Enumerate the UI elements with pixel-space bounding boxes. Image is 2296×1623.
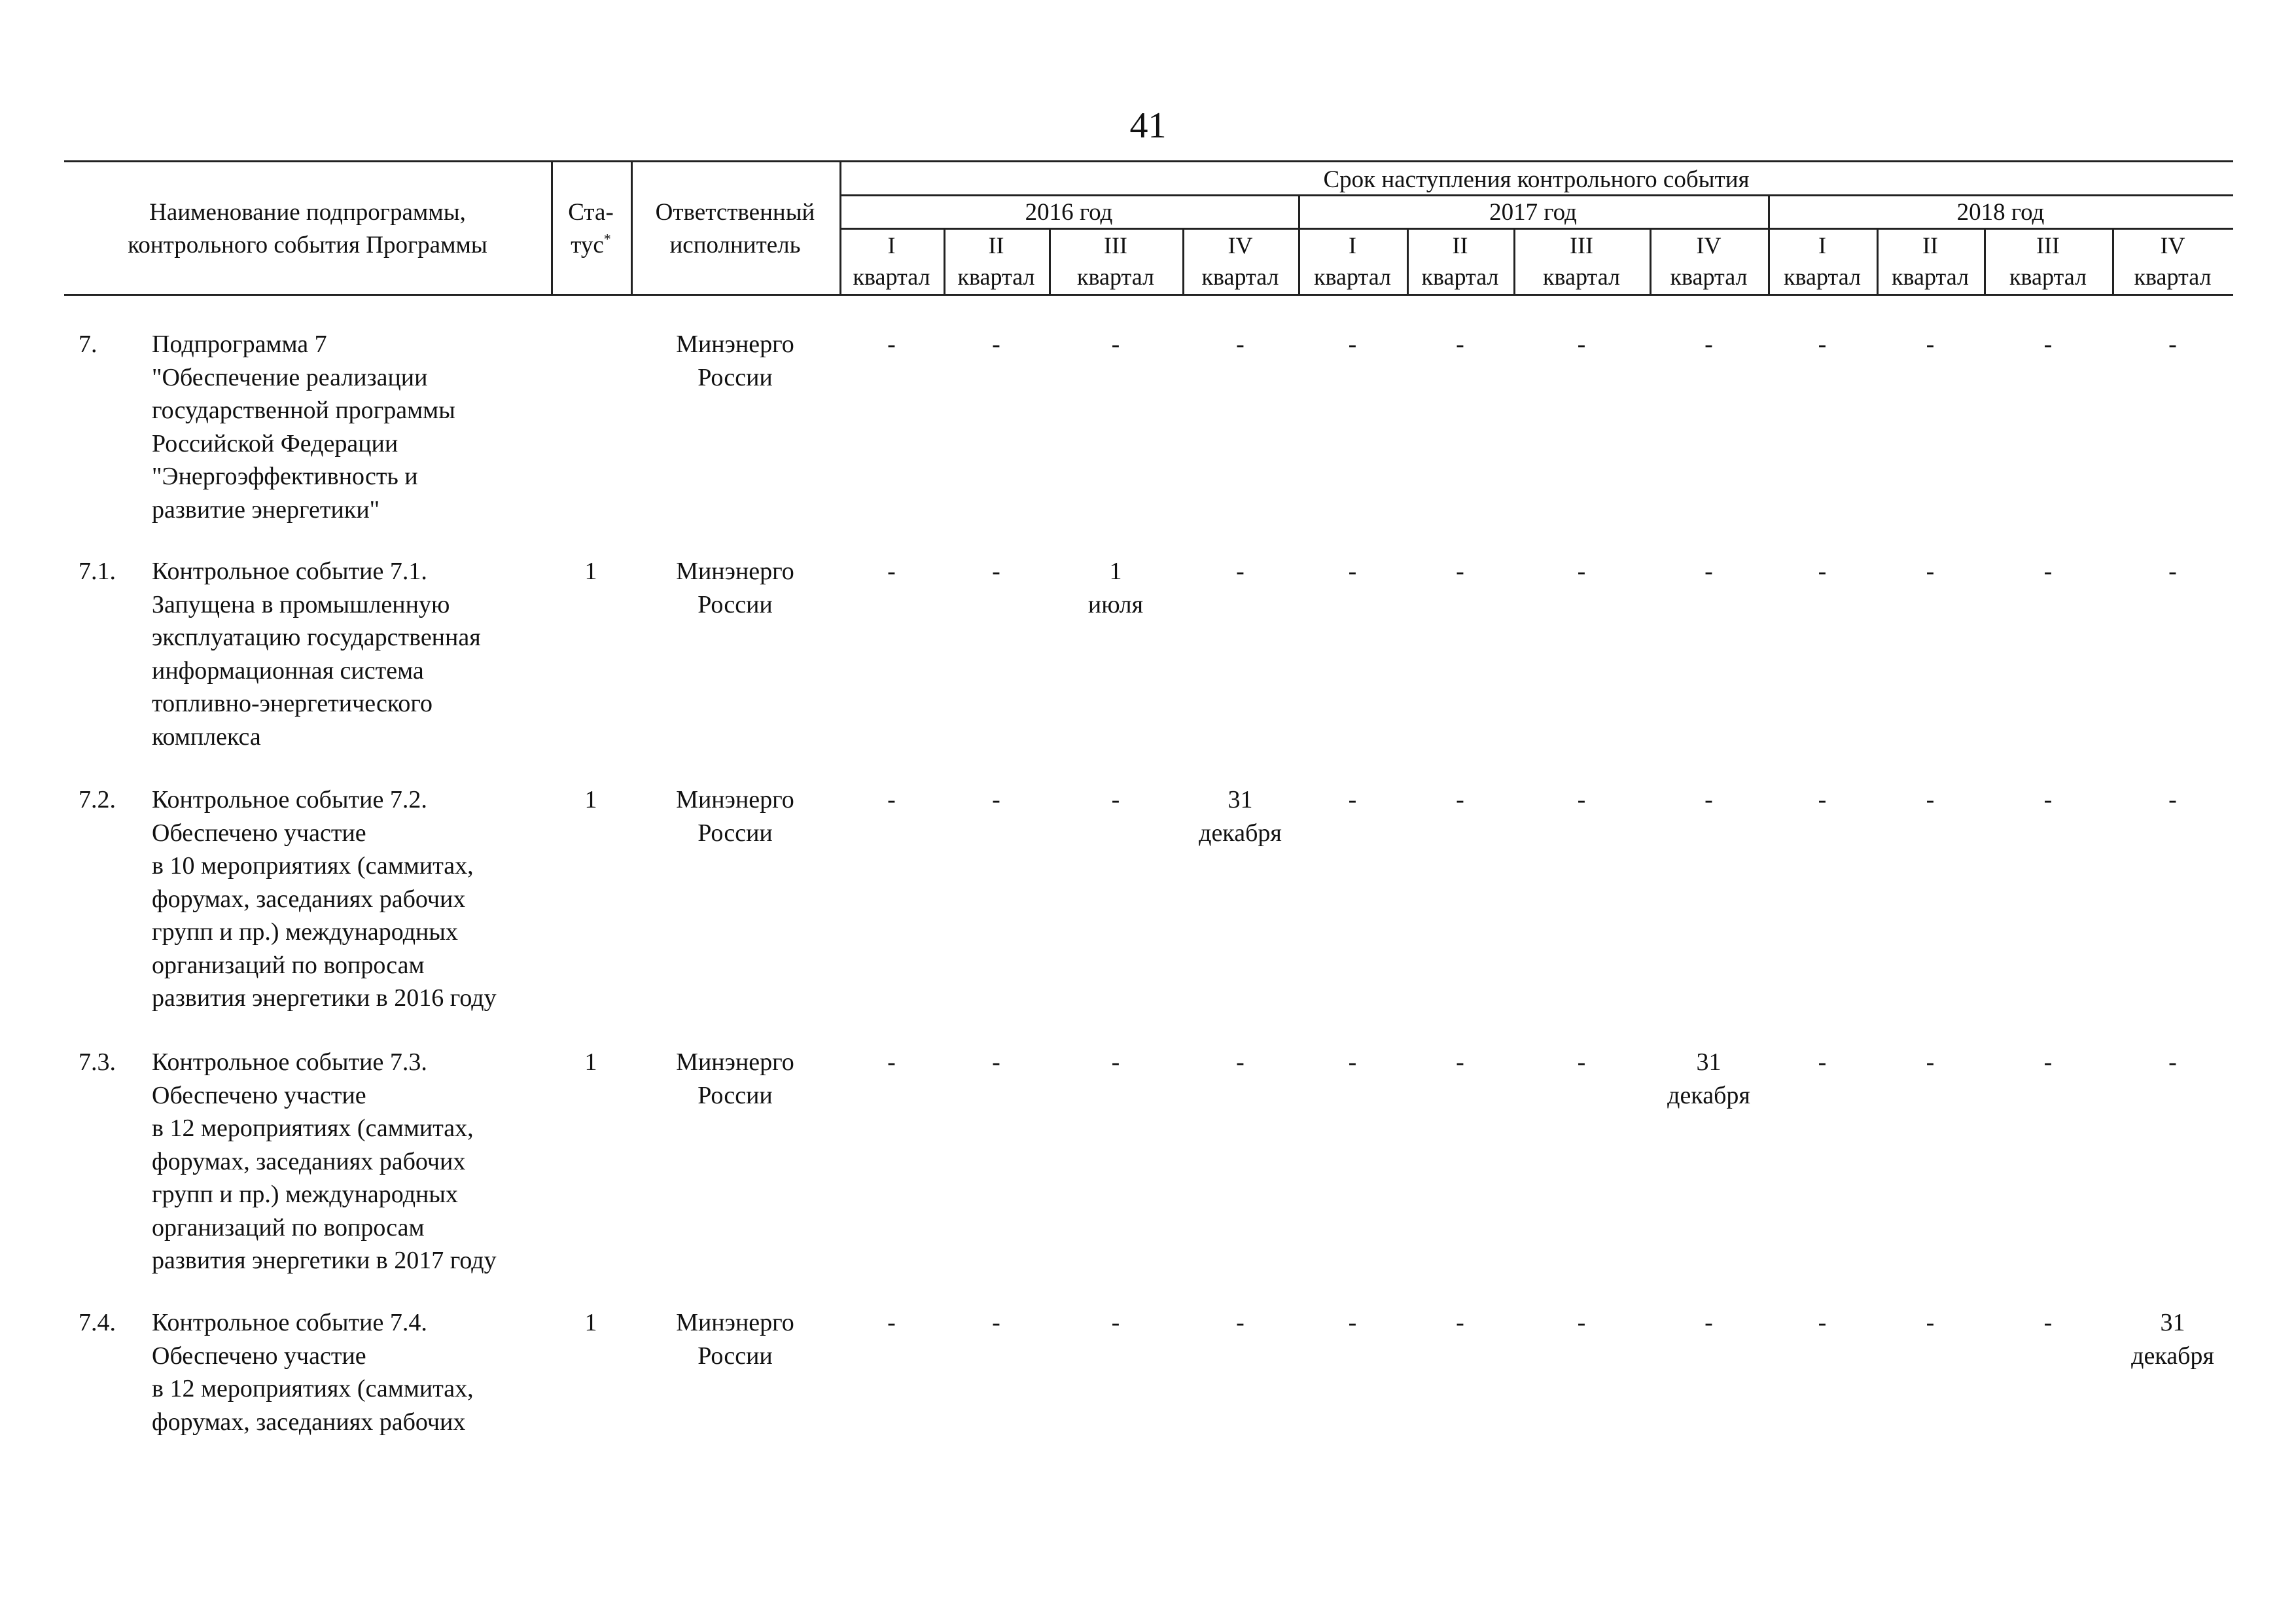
- row-name-line: развития энергетики в 2016 году: [152, 984, 497, 1012]
- quarter-header: [2112, 230, 2233, 293]
- quarter-word: квартал: [1784, 264, 1861, 290]
- header-bottom-rule: [64, 294, 2233, 296]
- row-name-line: Контрольное событие 7.4.: [152, 1309, 427, 1336]
- quarter-cell-line: июля: [1087, 590, 1144, 618]
- quarter-cell: [1650, 1306, 1768, 1340]
- quarter-word: квартал: [1543, 264, 1620, 290]
- quarter-numeral: I: [1818, 232, 1826, 259]
- quarter-cell-line: -: [1111, 1048, 1120, 1076]
- quarter-numeral: IV: [2160, 232, 2185, 259]
- quarter-header: [1298, 230, 1407, 293]
- quarter-cell: [1407, 1046, 1513, 1079]
- row-status: 1: [584, 1048, 597, 1076]
- row-name: [152, 1046, 497, 1277]
- row-name-line: Обеспечено участие: [152, 1342, 366, 1370]
- quarter-cell: [1877, 783, 1984, 817]
- quarter-cell-line: 31: [1696, 1048, 1722, 1076]
- quarter-header: [1407, 230, 1513, 293]
- quarter-cell: [1407, 328, 1513, 361]
- row-name-line: в 12 мероприятиях (саммитах,: [152, 1375, 474, 1402]
- quarter-cell-line: -: [887, 330, 896, 358]
- row-responsible-line: Минэнерго: [676, 330, 794, 358]
- quarter-cell-line: -: [992, 330, 1000, 358]
- quarter-cell: [1513, 1306, 1650, 1340]
- quarter-cell-line: -: [1348, 786, 1357, 813]
- quarter-cell: [944, 783, 1049, 817]
- quarter-cell: [1877, 1046, 1984, 1079]
- quarter-cell-line: декабря: [2131, 1342, 2214, 1370]
- quarter-cell: [1049, 1046, 1182, 1079]
- row-name-line: Контрольное событие 7.2.: [152, 786, 427, 813]
- quarter-cell: [1407, 555, 1513, 588]
- row-name-line: эксплуатацию государственная: [152, 624, 481, 651]
- year-header-2018: 2018 год: [1956, 199, 2045, 226]
- quarter-cell-line: -: [1577, 786, 1586, 813]
- quarter-cell: [1984, 1306, 2112, 1340]
- row-responsible: [631, 1306, 839, 1372]
- name-column-header: [64, 196, 551, 262]
- row-number: 7.3.: [79, 1048, 116, 1076]
- row-number: 7.1.: [79, 558, 116, 585]
- row-name-line: форумах, заседаниях рабочих: [152, 1408, 466, 1436]
- quarter-cell: [1182, 1306, 1298, 1340]
- quarter-word: квартал: [957, 264, 1035, 290]
- row-number: 7.2.: [79, 786, 116, 813]
- quarter-header: [1513, 230, 1650, 293]
- quarter-cell: [2112, 1046, 2233, 1079]
- table-top-rule: [64, 160, 2233, 162]
- quarter-cell: [1984, 783, 2112, 817]
- quarter-cell: [1182, 328, 1298, 361]
- row-name: [152, 783, 497, 1015]
- quarter-cell: [839, 555, 944, 588]
- quarter-cell: [1182, 783, 1298, 849]
- quarter-cell-line: -: [887, 558, 896, 585]
- quarter-cell: [1877, 1306, 1984, 1340]
- quarter-cell: [1650, 555, 1768, 588]
- row-name-line: форумах, заседаниях рабочих: [152, 1147, 466, 1175]
- quarter-cell-line: -: [1704, 1309, 1713, 1336]
- quarter-cell-line: -: [992, 558, 1000, 585]
- quarter-cell-line: -: [1236, 1048, 1245, 1076]
- quarter-cell: [1768, 328, 1877, 361]
- quarter-cell-line: -: [1111, 786, 1120, 813]
- quarter-cell-line: -: [2043, 558, 2053, 585]
- quarter-cell: [839, 1306, 944, 1340]
- quarter-cell: [1298, 555, 1407, 588]
- quarter-cell-line: -: [2043, 786, 2053, 813]
- quarter-cell-line: 31: [2160, 1309, 2185, 1336]
- row-responsible-line: Минэнерго: [676, 558, 794, 585]
- quarter-cell: [2112, 555, 2233, 588]
- quarter-header: [1182, 230, 1298, 293]
- row-responsible-line: Минэнерго: [676, 1309, 794, 1336]
- quarter-cell: [1049, 783, 1182, 817]
- row-responsible-line: Минэнерго: [676, 1048, 794, 1076]
- quarter-cell: [1984, 328, 2112, 361]
- quarter-cell-line: -: [1456, 1048, 1464, 1076]
- row-name-line: Запущена в промышленную: [152, 590, 450, 618]
- row-name-line: государственной программы: [152, 397, 455, 424]
- quarter-cell-line: 31: [1227, 786, 1253, 813]
- responsible-column-header: [631, 196, 839, 262]
- status-column-header: [551, 196, 631, 262]
- quarter-cell: [1650, 783, 1768, 817]
- quarter-header: [1049, 230, 1182, 293]
- quarter-word: квартал: [1077, 264, 1154, 290]
- quarter-word: квартал: [1201, 264, 1279, 290]
- row-number: 7.4.: [79, 1309, 116, 1336]
- quarter-cell: [839, 328, 944, 361]
- row-name-line: "Энергоэффективность и: [152, 463, 418, 490]
- quarter-cell: [1182, 555, 1298, 588]
- row-responsible: [631, 328, 839, 394]
- quarter-cell: [839, 1046, 944, 1079]
- row-name-line: в 12 мероприятиях (саммитах,: [152, 1115, 474, 1142]
- quarter-word: квартал: [1670, 264, 1748, 290]
- row-name-line: Контрольное событие 7.1.: [152, 558, 427, 585]
- quarter-cell-line: -: [1577, 1048, 1586, 1076]
- quarter-cell: [1513, 783, 1650, 817]
- quarter-cell-line: -: [992, 1309, 1000, 1336]
- row-name-line: форумах, заседаниях рабочих: [152, 885, 466, 913]
- year-header-2017: 2017 год: [1489, 199, 1577, 226]
- quarter-cell-line: -: [1577, 1309, 1586, 1336]
- quarter-numeral: III: [1570, 232, 1593, 259]
- page-number: 41: [1129, 105, 1167, 146]
- quarter-cell: [1407, 1306, 1513, 1340]
- quarter-cell: [1768, 1046, 1877, 1079]
- quarter-numeral: IV: [1696, 232, 1722, 259]
- quarter-numeral: II: [988, 232, 1004, 259]
- row-name-line: информационная система: [152, 656, 424, 685]
- quarter-cell-line: -: [1236, 1309, 1245, 1336]
- quarter-numeral: II: [1922, 232, 1938, 259]
- quarter-cell: [2112, 328, 2233, 361]
- row-name-line: Обеспечено участие: [152, 1081, 366, 1109]
- quarter-numeral: I: [1349, 232, 1356, 259]
- quarter-cell: [1984, 1046, 2112, 1079]
- quarter-cell-line: -: [1926, 330, 1935, 358]
- quarter-cell-line: -: [1926, 1309, 1935, 1336]
- name-column-header-line: Наименование подпрограммы,: [149, 199, 466, 226]
- row-responsible: [631, 555, 839, 621]
- quarter-cell-line: декабря: [1199, 819, 1282, 847]
- quarter-cell: [1298, 1046, 1407, 1079]
- quarter-header: [1984, 230, 2112, 293]
- responsible-column-header-line: Ответственный: [655, 199, 815, 226]
- quarter-cell: [1650, 1046, 1768, 1112]
- quarter-header: [1768, 230, 1877, 293]
- quarter-cell: [1049, 555, 1182, 621]
- row-number: 7.: [79, 330, 97, 358]
- row-status: 1: [584, 558, 597, 585]
- quarter-cell-line: -: [1456, 330, 1464, 358]
- quarter-cell-line: 1: [1109, 558, 1122, 585]
- quarter-cell-line: -: [1111, 330, 1120, 358]
- quarter-cell-line: -: [2043, 1048, 2053, 1076]
- deadline-title: Срок наступления контрольного события: [1323, 166, 1750, 193]
- quarter-cell: [1768, 783, 1877, 817]
- quarter-cell-line: -: [1818, 558, 1827, 585]
- row-name: [152, 1306, 474, 1438]
- quarter-cell: [1650, 328, 1768, 361]
- row-name-line: организаций по вопросам: [152, 1213, 425, 1241]
- quarter-cell: [1768, 1306, 1877, 1340]
- row-name-line: групп и пр.) международных: [152, 918, 458, 946]
- quarter-cell: [1298, 1306, 1407, 1340]
- status-column-header-line: Ста-: [568, 199, 614, 226]
- quarter-cell-line: -: [2043, 330, 2053, 358]
- quarter-numeral: IV: [1227, 232, 1253, 259]
- quarter-cell-line: -: [1704, 558, 1713, 585]
- quarter-numeral: III: [2036, 232, 2060, 259]
- quarter-cell-line: -: [1348, 1048, 1357, 1076]
- row-name-line: Обеспечено участие: [152, 819, 366, 847]
- quarter-cell-line: -: [2168, 330, 2177, 358]
- quarter-header: [839, 230, 944, 293]
- quarter-cell-line: -: [1577, 558, 1586, 585]
- quarter-numeral: II: [1452, 232, 1468, 259]
- quarter-cell-line: -: [1818, 1309, 1827, 1336]
- row-name-line: "Обеспечение реализации: [152, 363, 428, 391]
- quarter-cell-line: -: [1926, 786, 1935, 813]
- row-responsible: [631, 1046, 839, 1112]
- quarter-cell-line: -: [2168, 1048, 2177, 1076]
- quarter-cell-line: -: [1456, 786, 1464, 813]
- row-responsible-line: России: [698, 1081, 773, 1109]
- quarter-numeral: I: [887, 232, 896, 259]
- quarter-cell-line: -: [887, 1309, 896, 1336]
- quarter-cell-line: -: [1818, 330, 1827, 358]
- quarter-cell: [1298, 328, 1407, 361]
- quarter-cell: [944, 1306, 1049, 1340]
- quarter-word: квартал: [2134, 264, 2212, 290]
- quarter-cell: [2112, 783, 2233, 817]
- quarter-cell: [1877, 555, 1984, 588]
- quarter-cell-line: -: [1348, 558, 1357, 585]
- quarter-cell-line: -: [1818, 786, 1827, 813]
- quarter-cell: [1298, 783, 1407, 817]
- quarter-cell: [1049, 328, 1182, 361]
- quarter-cell-line: -: [1348, 1309, 1357, 1336]
- name-column-header-line: контрольного события Программы: [128, 232, 487, 259]
- quarter-cell: [1049, 1306, 1182, 1340]
- quarter-cell-line: -: [992, 1048, 1000, 1076]
- row-name-line: в 10 мероприятиях (саммитах,: [152, 852, 474, 880]
- quarter-cell: [1513, 1046, 1650, 1079]
- quarter-cell: [944, 1046, 1049, 1079]
- year-header-2016: 2016 год: [1025, 199, 1113, 226]
- row-name-line: Контрольное событие 7.3.: [152, 1048, 427, 1076]
- row-name-line: групп и пр.) международных: [152, 1181, 458, 1208]
- quarter-cell: [944, 328, 1049, 361]
- row-name-line: Подпрограмма 7: [152, 330, 327, 358]
- quarter-cell: [1984, 555, 2112, 588]
- quarter-header: [1650, 230, 1768, 293]
- quarter-cell: [944, 555, 1049, 588]
- quarter-word: квартал: [1421, 264, 1499, 290]
- quarter-header: [944, 230, 1049, 293]
- row-responsible-line: России: [698, 1342, 773, 1370]
- row-status: 1: [584, 786, 597, 813]
- quarter-word: квартал: [2009, 264, 2087, 290]
- row-responsible-line: России: [698, 363, 773, 391]
- quarter-cell-line: -: [1818, 1048, 1827, 1076]
- quarter-cell-line: -: [1111, 1309, 1120, 1336]
- quarter-word: квартал: [1314, 264, 1391, 290]
- quarter-word: квартал: [853, 264, 930, 290]
- quarter-cell: [1768, 555, 1877, 588]
- row-status: 1: [584, 1309, 597, 1336]
- quarter-cell: [1182, 1046, 1298, 1079]
- quarter-cell-line: -: [2168, 786, 2177, 813]
- quarter-cell: [1513, 328, 1650, 361]
- row-name-line: организаций по вопросам: [152, 951, 425, 979]
- row-name: [152, 328, 455, 526]
- quarter-cell-line: -: [1456, 558, 1464, 585]
- quarter-cell-line: -: [1236, 330, 1245, 358]
- quarter-cell-line: -: [1456, 1309, 1464, 1336]
- row-responsible-line: России: [698, 819, 773, 847]
- row-responsible: [631, 783, 839, 849]
- responsible-column-header-line: исполнитель: [669, 232, 801, 259]
- quarter-cell: [839, 783, 944, 817]
- quarter-cell-line: -: [887, 786, 896, 813]
- quarter-cell-line: -: [1926, 558, 1935, 585]
- quarter-cell-line: -: [2043, 1309, 2053, 1336]
- status-column-header-line: тус: [571, 232, 604, 259]
- quarter-numeral: III: [1104, 232, 1127, 259]
- quarter-cell-line: -: [1704, 330, 1713, 358]
- row-responsible-line: Минэнерго: [676, 786, 794, 813]
- quarter-cell-line: -: [2168, 558, 2177, 585]
- row-name: [152, 555, 481, 753]
- quarter-cell: [1513, 555, 1650, 588]
- quarter-cell: [1407, 783, 1513, 817]
- row-responsible-line: России: [698, 590, 773, 618]
- row-name-line: топливно-энергетического: [152, 690, 433, 717]
- quarter-cell-line: -: [1577, 330, 1586, 358]
- quarter-cell-line: -: [1236, 558, 1245, 585]
- quarter-cell-line: -: [1704, 786, 1713, 813]
- row-name-line: Российской Федерации: [152, 429, 398, 457]
- row-name-line: комплекса: [152, 722, 261, 751]
- status-footnote-mark: *: [603, 230, 611, 247]
- quarter-cell-line: -: [1926, 1048, 1935, 1076]
- quarter-cell-line: -: [992, 786, 1000, 813]
- row-name-line: развитие энергетики": [152, 495, 380, 524]
- quarter-cell-line: декабря: [1667, 1081, 1750, 1109]
- quarter-cell: [2112, 1306, 2233, 1372]
- quarter-cell-line: -: [887, 1048, 896, 1076]
- quarter-cell-line: -: [1348, 330, 1357, 358]
- quarter-header: [1877, 230, 1984, 293]
- quarter-word: квартал: [1892, 264, 1969, 290]
- row-name-line: развития энергетики в 2017 году: [152, 1247, 497, 1274]
- quarter-cell: [1877, 328, 1984, 361]
